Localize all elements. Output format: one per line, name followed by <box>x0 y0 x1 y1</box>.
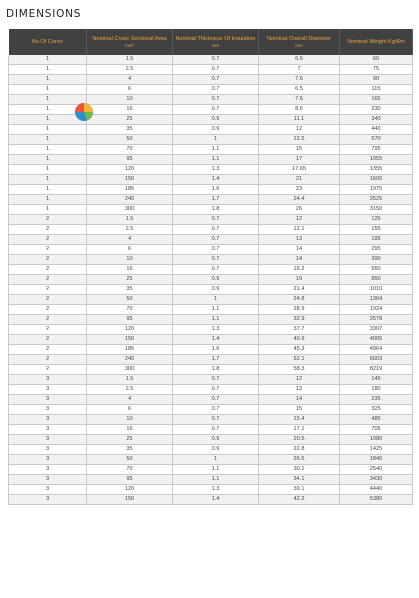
table-row <box>9 445 413 455</box>
cell-cross-section: 10 <box>87 95 173 105</box>
table-row <box>9 235 413 245</box>
cell-diameter: 12.1 <box>259 225 340 235</box>
header-insulation-label: Nominal Thickness Of Insulation <box>175 36 256 43</box>
table-row <box>9 325 413 335</box>
table-row <box>9 285 413 295</box>
cell-insulation: 1 <box>173 135 259 145</box>
cell-cores: 3 <box>9 405 87 415</box>
cell-weight: 6503 <box>340 355 413 365</box>
table-row <box>9 305 413 315</box>
cell-diameter: 15.4 <box>259 415 340 425</box>
cell-insulation: 0.7 <box>173 415 259 425</box>
cell-cross-section: 240 <box>87 195 173 205</box>
cell-weight: 155 <box>340 225 413 235</box>
cell-diameter: 23 <box>259 185 340 195</box>
cell-diameter: 28.9 <box>259 305 340 315</box>
cell-insulation: 1 <box>173 295 259 305</box>
cell-weight: 390 <box>340 255 413 265</box>
cell-cross-section: 4 <box>87 395 173 405</box>
pie-logo-icon <box>74 102 94 122</box>
cell-insulation: 0.7 <box>173 105 259 115</box>
table-row <box>9 415 413 425</box>
cell-cores: 1 <box>9 105 87 115</box>
cell-cross-section: 16 <box>87 425 173 435</box>
cell-weight: 4440 <box>340 485 413 495</box>
cell-diameter: 16.2 <box>259 265 340 275</box>
cell-weight: 3430 <box>340 475 413 485</box>
cell-cores: 2 <box>9 275 87 285</box>
cell-cross-section: 6 <box>87 245 173 255</box>
cell-weight: 60 <box>340 55 413 65</box>
cell-insulation: 1.8 <box>173 365 259 375</box>
cell-cores: 3 <box>9 385 87 395</box>
cell-cross-section: 70 <box>87 145 173 155</box>
cell-weight: 75 <box>340 65 413 75</box>
cell-cross-section: 35 <box>87 445 173 455</box>
cell-cross-section: 120 <box>87 485 173 495</box>
cell-cross-section: 2.5 <box>87 65 173 75</box>
cell-cores: 2 <box>9 305 87 315</box>
cell-insulation: 0.7 <box>173 75 259 85</box>
cell-insulation: 0.7 <box>173 225 259 235</box>
cell-cores: 2 <box>9 365 87 375</box>
cell-cores: 2 <box>9 295 87 305</box>
cell-insulation: 0.7 <box>173 65 259 75</box>
cell-insulation: 1.7 <box>173 355 259 365</box>
table-row <box>9 365 413 375</box>
header-cross-section <box>87 29 173 55</box>
cell-weight: 340 <box>340 115 413 125</box>
cell-weight: 440 <box>340 125 413 135</box>
cell-weight: 1355 <box>340 165 413 175</box>
cell-weight: 2540 <box>340 465 413 475</box>
cell-cores: 2 <box>9 265 87 275</box>
cell-weight: 1924 <box>340 305 413 315</box>
cell-cores: 2 <box>9 235 87 245</box>
cell-weight: 1010 <box>340 285 413 295</box>
cell-cores: 1 <box>9 185 87 195</box>
cell-weight: 235 <box>340 395 413 405</box>
header-weight-label: Nominal Weight Kg/Km <box>347 38 405 45</box>
cell-insulation: 1.3 <box>173 325 259 335</box>
table-row <box>9 265 413 275</box>
cell-insulation: 0.7 <box>173 405 259 415</box>
cell-diameter: 17 <box>259 155 340 165</box>
cell-cross-section: 70 <box>87 465 173 475</box>
table-row <box>9 275 413 285</box>
cell-cores: 2 <box>9 335 87 345</box>
cell-diameter: 26 <box>259 205 340 215</box>
cell-cross-section: 4 <box>87 235 173 245</box>
cell-cores: 3 <box>9 495 87 505</box>
table-row <box>9 355 413 365</box>
cell-insulation: 0.9 <box>173 125 259 135</box>
cell-cross-section: 50 <box>87 295 173 305</box>
cell-cores: 1 <box>9 75 87 85</box>
header-cores-label: No.Of Cores <box>31 38 63 45</box>
cell-cores: 2 <box>9 285 87 295</box>
cell-insulation: 0.7 <box>173 85 259 95</box>
cell-cross-section: 35 <box>87 285 173 295</box>
table-row <box>9 55 413 65</box>
cell-cores: 3 <box>9 485 87 495</box>
cell-diameter: 14 <box>259 245 340 255</box>
cell-diameter: 17.1 <box>259 425 340 435</box>
cell-weight: 125 <box>340 215 413 225</box>
cell-cross-section: 300 <box>87 365 173 375</box>
cell-cores: 2 <box>9 215 87 225</box>
cell-diameter: 7.6 <box>259 95 340 105</box>
cell-insulation: 1.7 <box>173 195 259 205</box>
cell-diameter: 13 <box>259 235 340 245</box>
cell-insulation: 1.8 <box>173 205 259 215</box>
cell-weight: 560 <box>340 265 413 275</box>
cell-insulation: 1.4 <box>173 175 259 185</box>
cell-cross-section: 185 <box>87 185 173 195</box>
cell-diameter: 6.6 <box>259 55 340 65</box>
cell-weight: 850 <box>340 275 413 285</box>
cell-insulation: 1.1 <box>173 315 259 325</box>
cell-diameter: 14 <box>259 255 340 265</box>
cell-insulation: 1.4 <box>173 335 259 345</box>
header-cross-section-label: Nominal Cross Sectional Area <box>92 36 167 43</box>
cell-insulation: 1.6 <box>173 345 259 355</box>
cell-insulation: 0.7 <box>173 235 259 245</box>
table-row <box>9 395 413 405</box>
cell-cross-section: 95 <box>87 155 173 165</box>
cell-weight: 5380 <box>340 495 413 505</box>
cell-insulation: 1.4 <box>173 495 259 505</box>
cell-cross-section: 95 <box>87 475 173 485</box>
table-row <box>9 145 413 155</box>
cell-cores: 2 <box>9 355 87 365</box>
cell-cores: 3 <box>9 445 87 455</box>
cell-weight: 2578 <box>340 315 413 325</box>
table-row <box>9 115 413 125</box>
table-row <box>9 405 413 415</box>
table-row <box>9 475 413 485</box>
cell-cross-section: 25 <box>87 435 173 445</box>
cell-cross-section: 70 <box>87 305 173 315</box>
cell-cross-section: 120 <box>87 165 173 175</box>
cell-weight: 2525 <box>340 195 413 205</box>
table-row <box>9 75 413 85</box>
cell-insulation: 0.7 <box>173 375 259 385</box>
header-weight <box>340 29 413 55</box>
cell-diameter: 12 <box>259 375 340 385</box>
table-row <box>9 185 413 195</box>
cell-weight: 1425 <box>340 445 413 455</box>
table-row <box>9 105 413 115</box>
table-row <box>9 245 413 255</box>
table-row <box>9 345 413 355</box>
cell-weight: 1364 <box>340 295 413 305</box>
cell-weight: 570 <box>340 135 413 145</box>
table-row <box>9 455 413 465</box>
cell-diameter: 17.65 <box>259 165 340 175</box>
cell-cores: 2 <box>9 315 87 325</box>
cell-cores: 3 <box>9 395 87 405</box>
header-diameter-label: Nominal Overall Diameter <box>266 36 332 43</box>
table-row <box>9 485 413 495</box>
cell-cores: 1 <box>9 175 87 185</box>
cell-diameter: 30.1 <box>259 465 340 475</box>
cell-cores: 3 <box>9 455 87 465</box>
cell-weight: 195 <box>340 235 413 245</box>
cell-diameter: 15 <box>259 405 340 415</box>
cell-insulation: 1.1 <box>173 155 259 165</box>
cell-weight: 1840 <box>340 455 413 465</box>
table-row <box>9 375 413 385</box>
cell-weight: 1600 <box>340 175 413 185</box>
cell-cores: 3 <box>9 425 87 435</box>
cell-cross-section: 25 <box>87 115 173 125</box>
cell-weight: 485 <box>340 415 413 425</box>
header-row <box>9 29 413 55</box>
cell-cores: 1 <box>9 135 87 145</box>
cell-diameter: 11.1 <box>259 115 340 125</box>
cell-diameter: 52.1 <box>259 355 340 365</box>
dimensions-table <box>8 29 413 505</box>
cell-diameter: 21 <box>259 175 340 185</box>
header-cross-section-unit: mm² <box>125 42 134 48</box>
cell-cores: 1 <box>9 115 87 125</box>
cell-cores: 1 <box>9 145 87 155</box>
cell-weight: 145 <box>340 375 413 385</box>
cell-weight: 90 <box>340 75 413 85</box>
cell-diameter: 37.7 <box>259 325 340 335</box>
cell-cross-section: 120 <box>87 325 173 335</box>
cell-cores: 1 <box>9 55 87 65</box>
cell-cores: 3 <box>9 375 87 385</box>
cell-weight: 230 <box>340 105 413 115</box>
cell-diameter: 22.8 <box>259 445 340 455</box>
cell-diameter: 24.8 <box>259 295 340 305</box>
cell-diameter: 13 <box>259 385 340 395</box>
header-insulation-unit: mm <box>211 42 220 48</box>
cell-weight: 115 <box>340 85 413 95</box>
table-row <box>9 175 413 185</box>
cell-weight: 3150 <box>340 205 413 215</box>
table-row <box>9 95 413 105</box>
cell-diameter: 7.6 <box>259 75 340 85</box>
cell-insulation: 1.1 <box>173 305 259 315</box>
cell-insulation: 0.7 <box>173 95 259 105</box>
table-row <box>9 195 413 205</box>
cell-cross-section: 10 <box>87 415 173 425</box>
table-row <box>9 85 413 95</box>
cell-insulation: 1 <box>173 455 259 465</box>
cell-insulation: 0.9 <box>173 445 259 455</box>
cell-diameter: 12 <box>259 125 340 135</box>
cell-diameter: 42.2 <box>259 495 340 505</box>
cell-cross-section: 150 <box>87 335 173 345</box>
dimensions-table-container <box>8 29 412 505</box>
cell-insulation: 0.7 <box>173 55 259 65</box>
cell-weight: 795 <box>340 145 413 155</box>
cell-diameter: 34.1 <box>259 475 340 485</box>
cell-cross-section: 16 <box>87 105 173 115</box>
cell-weight: 180 <box>340 385 413 395</box>
cell-cores: 1 <box>9 155 87 165</box>
cell-diameter: 58.3 <box>259 365 340 375</box>
cell-diameter: 39.1 <box>259 485 340 495</box>
cell-diameter: 32.9 <box>259 315 340 325</box>
cell-cross-section: 6 <box>87 405 173 415</box>
cell-cross-section: 16 <box>87 265 173 275</box>
cell-weight: 705 <box>340 425 413 435</box>
cell-weight: 3307 <box>340 325 413 335</box>
cell-cores: 1 <box>9 125 87 135</box>
cell-cross-section: 150 <box>87 495 173 505</box>
cell-weight: 1975 <box>340 185 413 195</box>
cell-diameter: 24.4 <box>259 195 340 205</box>
table-row <box>9 335 413 345</box>
cell-weight: 8219 <box>340 365 413 375</box>
cell-insulation: 0.9 <box>173 285 259 295</box>
cell-cross-section: 25 <box>87 275 173 285</box>
table-header <box>9 29 413 55</box>
cell-cross-section: 185 <box>87 345 173 355</box>
cell-cores: 1 <box>9 95 87 105</box>
cell-cross-section: 35 <box>87 125 173 135</box>
table-row <box>9 495 413 505</box>
cell-cross-section: 6 <box>87 85 173 95</box>
page-title: DIMENSIONS <box>6 8 82 20</box>
cell-insulation: 0.7 <box>173 215 259 225</box>
cell-insulation: 0.7 <box>173 425 259 435</box>
cell-cores: 1 <box>9 85 87 95</box>
cell-weight: 325 <box>340 405 413 415</box>
table-row <box>9 315 413 325</box>
cell-cross-section: 150 <box>87 175 173 185</box>
table-row <box>9 165 413 175</box>
cell-weight: 165 <box>340 95 413 105</box>
cell-insulation: 0.7 <box>173 245 259 255</box>
cell-weight: 1080 <box>340 435 413 445</box>
cell-diameter: 8.6 <box>259 105 340 115</box>
cell-insulation: 0.7 <box>173 255 259 265</box>
cell-diameter: 15 <box>259 145 340 155</box>
cell-cross-section: 10 <box>87 255 173 265</box>
header-diameter <box>259 29 340 55</box>
cell-cores: 2 <box>9 345 87 355</box>
table-row <box>9 295 413 305</box>
cell-cores: 1 <box>9 165 87 175</box>
header-insulation <box>173 29 259 55</box>
table-row <box>9 155 413 165</box>
table-row <box>9 465 413 475</box>
cell-weight: 4005 <box>340 335 413 345</box>
cell-insulation: 1.3 <box>173 485 259 495</box>
cell-weight: 295 <box>340 245 413 255</box>
cell-cross-section: 1.5 <box>87 375 173 385</box>
cell-insulation: 0.7 <box>173 395 259 405</box>
cell-diameter: 26.5 <box>259 455 340 465</box>
cell-cross-section: 2.5 <box>87 225 173 235</box>
cell-insulation: 0.7 <box>173 385 259 395</box>
cell-cores: 2 <box>9 225 87 235</box>
cell-diameter: 40.9 <box>259 335 340 345</box>
cell-insulation: 0.9 <box>173 115 259 125</box>
header-diameter-unit: mm <box>295 42 303 48</box>
table-row <box>9 205 413 215</box>
cell-insulation: 0.9 <box>173 435 259 445</box>
cell-diameter: 45.3 <box>259 345 340 355</box>
cell-insulation: 1.1 <box>173 465 259 475</box>
cell-weight: 1055 <box>340 155 413 165</box>
cell-insulation: 1.1 <box>173 145 259 155</box>
cell-cross-section: 1.5 <box>87 55 173 65</box>
cell-insulation: 1.6 <box>173 185 259 195</box>
cell-diameter: 20.5 <box>259 435 340 445</box>
table-row <box>9 135 413 145</box>
table-row <box>9 435 413 445</box>
table-row <box>9 65 413 75</box>
cell-diameter: 21.4 <box>259 285 340 295</box>
cell-cores: 1 <box>9 205 87 215</box>
cell-cross-section: 2.5 <box>87 385 173 395</box>
cell-cores: 2 <box>9 245 87 255</box>
cell-cross-section: 4 <box>87 75 173 85</box>
cell-insulation: 1.3 <box>173 165 259 175</box>
cell-insulation: 1.1 <box>173 475 259 485</box>
table-row <box>9 125 413 135</box>
cell-cores: 1 <box>9 195 87 205</box>
table-row <box>9 215 413 225</box>
cell-insulation: 0.9 <box>173 275 259 285</box>
cell-diameter: 12.5 <box>259 135 340 145</box>
cell-cores: 3 <box>9 475 87 485</box>
cell-cross-section: 300 <box>87 205 173 215</box>
cell-diameter: 7 <box>259 65 340 75</box>
table-row <box>9 425 413 435</box>
cell-cross-section: 240 <box>87 355 173 365</box>
cell-cores: 2 <box>9 255 87 265</box>
table-body <box>9 55 413 505</box>
cell-cores: 1 <box>9 65 87 75</box>
cell-diameter: 12 <box>259 215 340 225</box>
cell-cross-section: 1.5 <box>87 215 173 225</box>
cell-cross-section: 50 <box>87 135 173 145</box>
cell-insulation: 0.7 <box>173 265 259 275</box>
table-row <box>9 255 413 265</box>
cell-diameter: 14 <box>259 395 340 405</box>
table-row <box>9 225 413 235</box>
cell-weight: 4964 <box>340 345 413 355</box>
header-cores <box>9 29 87 55</box>
table-row <box>9 385 413 395</box>
cell-cores: 3 <box>9 465 87 475</box>
cell-cores: 3 <box>9 415 87 425</box>
cell-diameter: 6.5 <box>259 85 340 95</box>
cell-cross-section: 95 <box>87 315 173 325</box>
cell-cross-section: 50 <box>87 455 173 465</box>
cell-cores: 2 <box>9 325 87 335</box>
cell-cores: 3 <box>9 435 87 445</box>
cell-diameter: 19 <box>259 275 340 285</box>
